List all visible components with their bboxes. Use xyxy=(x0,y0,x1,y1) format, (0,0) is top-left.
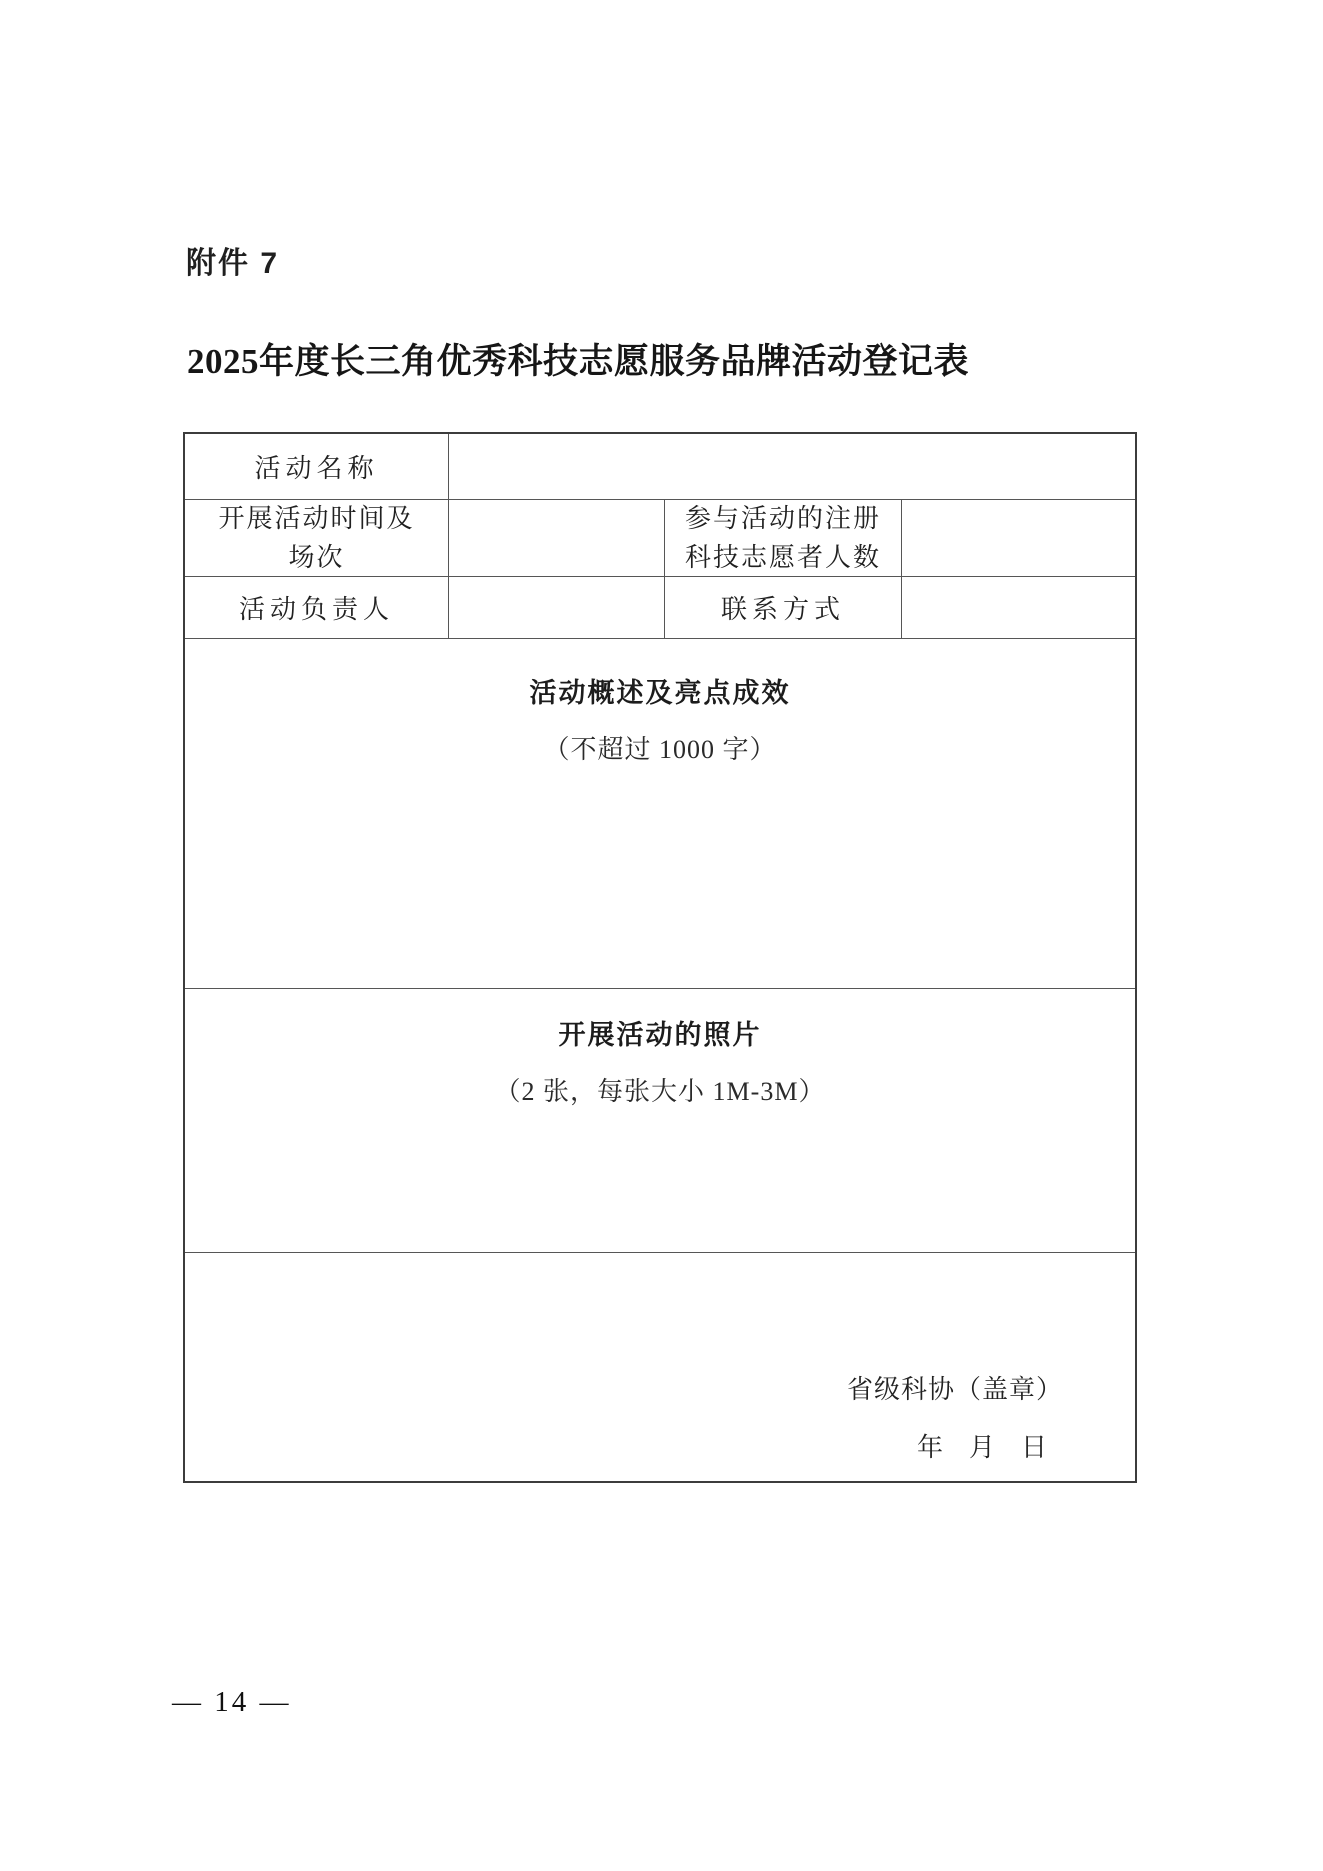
contact-label: 联系方式 xyxy=(720,595,845,624)
activity-time-label: 开展活动时间及场次 xyxy=(218,504,415,572)
photos-section-cell xyxy=(185,989,1135,1253)
page-title: 2025年度长三角优秀科技志愿服务品牌活动登记表 xyxy=(186,342,969,381)
activity-time-value-cell xyxy=(449,500,665,577)
activity-name-label-cell xyxy=(185,434,449,500)
volunteer-count-label-cell xyxy=(665,500,902,577)
activity-time-label-cell xyxy=(185,500,449,577)
contact-label-cell xyxy=(665,577,902,639)
signature-date-line: 年 月 日 xyxy=(916,1433,1047,1462)
contact-value-cell xyxy=(902,577,1135,639)
volunteer-count-value-cell xyxy=(902,500,1135,577)
photos-heading: 开展活动的照片 xyxy=(558,1020,762,1050)
overview-section-cell xyxy=(185,639,1135,989)
attachment-label: 附件 7 xyxy=(186,247,280,280)
leader-value-cell xyxy=(449,577,665,639)
volunteer-count-label: 参与活动的注册科技志愿者人数 xyxy=(684,504,881,572)
photos-note: （2 张，每张大小 1M-3M） xyxy=(494,1077,826,1106)
signature-section-cell xyxy=(185,1253,1135,1481)
activity-name-label: 活动名称 xyxy=(254,454,379,483)
activity-name-value-cell xyxy=(449,434,1135,500)
overview-note: （不超过 1000 字） xyxy=(543,735,777,764)
leader-label-cell xyxy=(185,577,449,639)
registration-form-table xyxy=(183,432,1137,1483)
signature-org-line: 省级科协（盖章） xyxy=(846,1375,1063,1404)
overview-heading: 活动概述及亮点成效 xyxy=(529,678,791,708)
page-number: — 14 — xyxy=(172,1686,292,1718)
leader-label: 活动负责人 xyxy=(238,595,394,624)
